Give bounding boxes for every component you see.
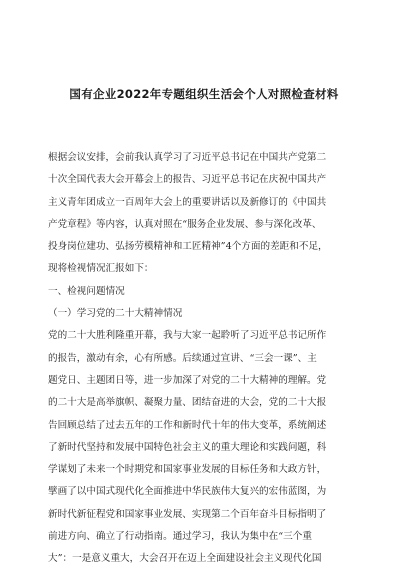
subsection-heading: （一）学习党的二十大精神情况 — [48, 308, 183, 320]
body-line-3: 主义青年团成立一百周年大会上的重要讲话以及新修订的《中国共 — [48, 196, 327, 208]
document-body — [48, 147, 364, 571]
body-line-13: 告回顾总结了过去五年的工作和新时代十年的伟大变革，系统阐述 — [48, 419, 327, 431]
body-line-17: 新时代新征程党和国家事业发展、实现第二个百年奋斗目标指明了 — [48, 508, 327, 520]
body-line-16: 擘画了以中国式现代化全面推进中华民族伟大复兴的宏伟蓝图，为 — [48, 486, 327, 498]
body-line-12: 的二十大是高举旗帜、凝聚力量、团结奋进的大会，党的二十大报 — [48, 397, 327, 409]
section-heading: 一、检视问题情况 — [48, 285, 125, 297]
body-line-4: 产党章程》等内容，认真对照在“服务企业发展、参与深化改革、 — [48, 218, 322, 230]
body-line-10: 的报告，激动有余，心有所感。后续通过宣讲、“三会一课”、主 — [48, 352, 317, 364]
body-line-18: 前进方向、确立了行动指南。通过学习，我认为集中在“三个重 — [48, 531, 312, 543]
body-line-1: 根据会议安排，会前我认真学习了习近平总书记在中国共产党第二 — [48, 152, 327, 163]
body-line-5: 投身岗位建功、弘扬劳模精神和工匠精神”4个方面的差距和不足， — [48, 241, 328, 253]
body-line-11: 题党日、主题团日等，进一步加深了对党的二十大精神的理解。党 — [48, 374, 327, 386]
body-line-15: 学谋划了未来一个时期党和国家事业发展的目标任务和大政方针， — [48, 464, 327, 476]
body-line-14: 了新时代坚持和发展中国特色社会主义的重大理论和实践问题，科 — [48, 441, 327, 453]
body-line-9: 党的二十大胜利隆重开幕，我与大家一起聆听了习近平总书记所作 — [48, 330, 327, 342]
body-line-19: 大”：一是意义重大，大会召开在迈上全面建设社会主义现代化国 — [48, 553, 322, 565]
body-line-2: 十次全国代表大会开幕会上的报告、习近平总书记在庆祝中国共产 — [48, 174, 327, 186]
body-line-6: 现将检视情况汇报如下： — [48, 263, 154, 275]
document-title: 国有企业2022年专题组织生活会个人对照检查材料 — [69, 87, 339, 101]
